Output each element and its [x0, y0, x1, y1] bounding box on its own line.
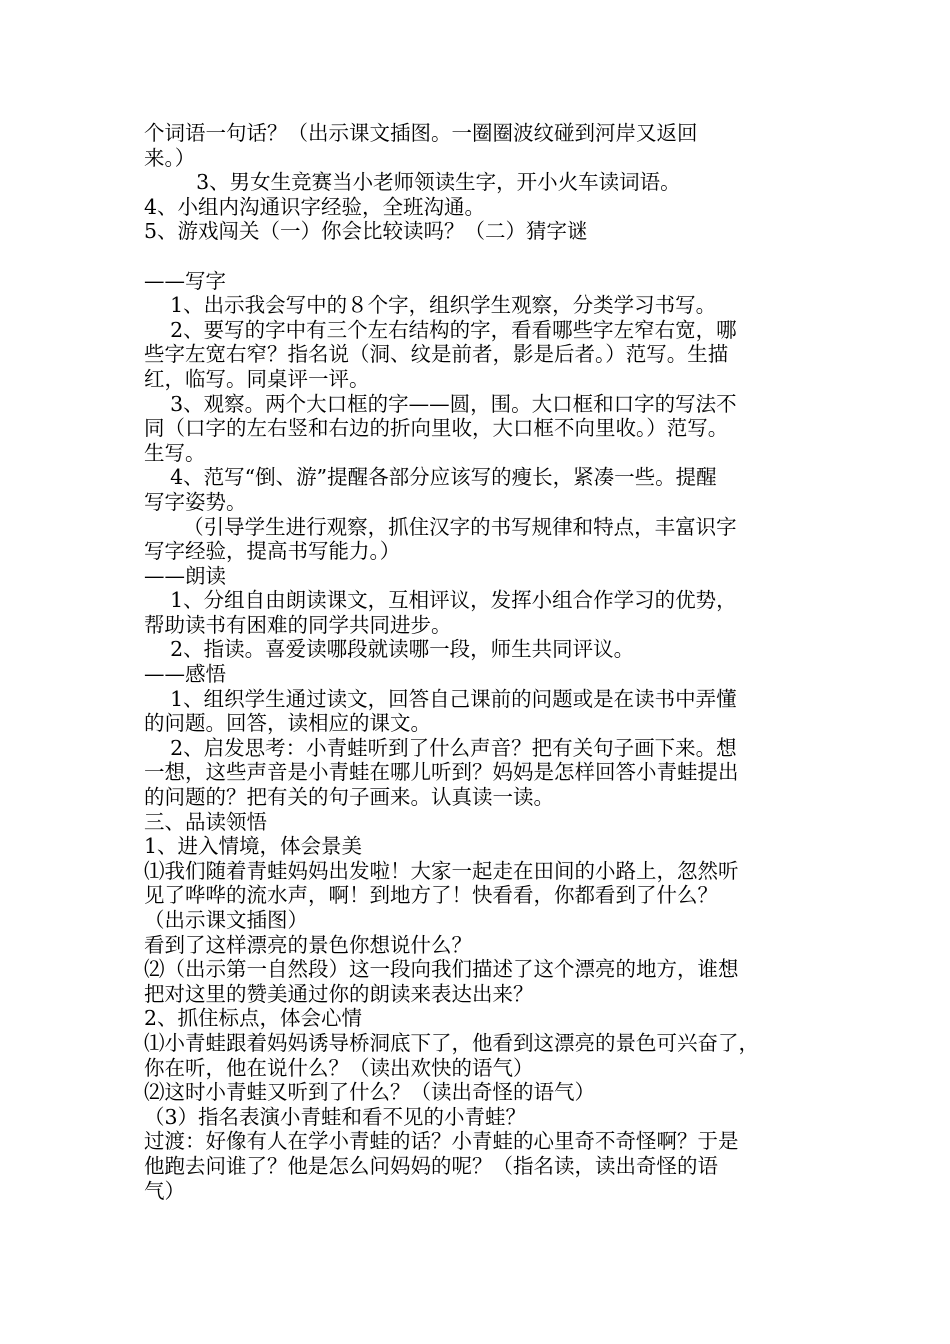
- text-line: 1、出示我会写中的８个字，组织学生观察，分类学习书写。: [144, 293, 717, 318]
- text-line: 红，临写。同桌评一评。: [144, 366, 370, 391]
- text-line: ⑵这时小青蛙又听到了什么？（读出奇怪的语气）: [144, 1080, 595, 1105]
- text-line: ⑴我们随着青蛙妈妈出发啦！大家一起走在田间的小路上，忽然听: [144, 858, 739, 883]
- text-line: 1、分组自由朗读课文，互相评议，发挥小组合作学习的优势，: [144, 588, 737, 613]
- text-line: 些字左宽右窄？指名说（洞、纹是前者，影是后者。）范写。生描: [144, 342, 729, 367]
- text-line: 2、启发思考：小青蛙听到了什么声音？把有关句子画下来。想: [144, 735, 737, 760]
- document-body: [144, 121, 814, 1203]
- text-line: 1、组织学生通过读文，回答自己课前的问题或是在读书中弄懂: [144, 686, 737, 711]
- text-line: 帮助读书有困难的同学共同进步。: [144, 612, 452, 637]
- text-line: 4、小组内沟通识字经验，全班沟通。: [144, 194, 486, 219]
- text-line: 看到了这样漂亮的景色你想说什么？: [144, 932, 472, 957]
- section-heading-reading: ——朗读: [144, 563, 226, 588]
- blank-line: [144, 244, 814, 269]
- section-heading-three: 三、品读领悟: [144, 809, 267, 834]
- text-line: 你在听，他在说什么？（读出欢快的语气）: [144, 1055, 534, 1080]
- text-line: 写字经验，提高书写能力。）: [144, 539, 401, 564]
- text-line: 的问题的？把有关的句子画来。认真读一读。: [144, 785, 554, 810]
- text-line: 同（口字的左右竖和右边的折向里收，大口框不向里收。）范写。: [144, 416, 729, 441]
- text-line: 气）: [144, 1178, 185, 1203]
- text-line: 5、游戏闯关（一）你会比较读吗？（二）猜字谜: [144, 219, 588, 244]
- text-line: 3、观察。两个大口框的字——圆，围。大口框和口字的写法不: [144, 391, 737, 416]
- text-line: （引导学生进行观察，抓住汉字的书写规律和特点，丰富识字: [144, 514, 737, 539]
- text-line: 2、抓住标点，体会心情: [144, 1006, 363, 1031]
- text-line: 见了哗哗的流水声，啊！到地方了！快看看，你都看到了什么？: [144, 883, 718, 908]
- section-heading-understanding: ——感悟: [144, 662, 226, 687]
- text-line: 一想，这些声音是小青蛙在哪儿听到？妈妈是怎样回答小青蛙提出: [144, 760, 739, 785]
- text-line: 2、指读。喜爱读哪段就读哪一段，师生共同评议。: [144, 637, 635, 662]
- section-heading-writing: ——写字: [144, 268, 226, 293]
- text-line: 生写。: [144, 440, 206, 465]
- text-line: 写字姿势。: [144, 489, 247, 514]
- text-line: （3）指名表演小青蛙和看不见的小青蛙？: [144, 1104, 527, 1129]
- text-line: 过渡：好像有人在学小青蛙的话？小青蛙的心里奇不奇怪啊？于是: [144, 1129, 739, 1154]
- text-line: 1、进入情境，体会景美: [144, 834, 363, 859]
- text-line: ⑵（出示第一自然段）这一段向我们描述了这个漂亮的地方，谁想: [144, 957, 739, 982]
- text-line: ⑴小青蛙跟着妈妈诱导桥洞底下了，他看到这漂亮的景色可兴奋了，: [144, 1030, 759, 1055]
- text-line: 2、要写的字中有三个左右结构的字，看看哪些字左窄右宽，哪: [144, 317, 737, 342]
- text-line: 来。）: [144, 145, 196, 170]
- text-line: 4、范写“倒、游”提醒各部分应该写的瘦长，紧凑一些。提醒: [144, 465, 717, 490]
- text-line: 3、男女生竞赛当小老师领读生字，开小火车读词语。: [144, 170, 681, 195]
- text-line: 的问题。回答，读相应的课文。: [144, 711, 431, 736]
- text-line: 把对这里的赞美通过你的朗读来表达出来？: [144, 981, 534, 1006]
- text-line: 个词语一句话？（出示课文插图。一圈圈波纹碰到河岸又返回: [144, 121, 698, 145]
- text-line: （出示课文插图）: [144, 908, 308, 932]
- text-line: 他跑去问谁了？他是怎么问妈妈的呢？（指名读，读出奇怪的语: [144, 1153, 718, 1178]
